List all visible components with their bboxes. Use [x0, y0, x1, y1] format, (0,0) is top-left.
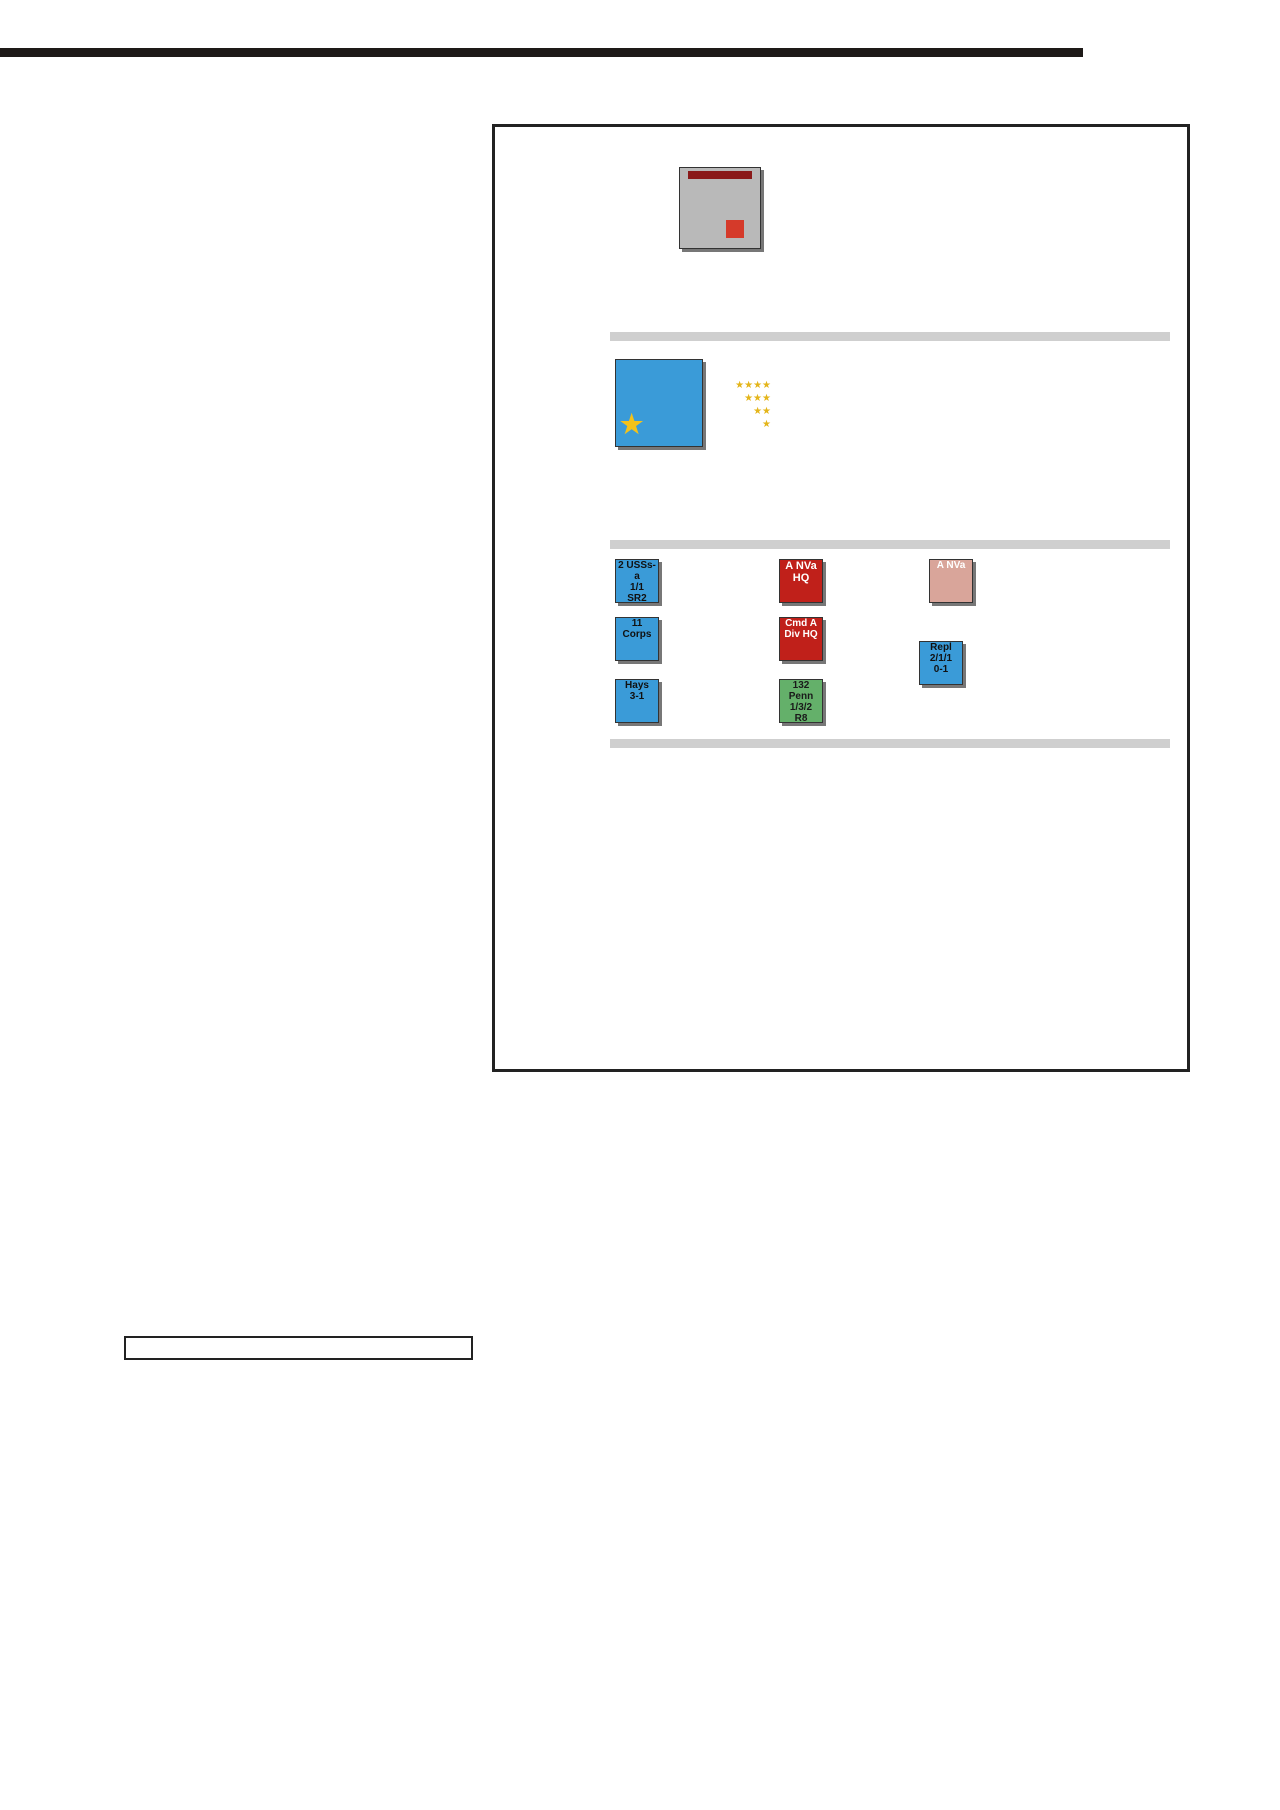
counter-key-figure	[492, 124, 1190, 1072]
column-1	[124, 118, 442, 220]
sharpshooter-counter: 2 USSs-a 1/1 SR2	[615, 559, 659, 603]
hq-counter: A NVa HQ	[779, 559, 823, 603]
wagon-counter: 11 Corps	[615, 617, 659, 661]
replacement-counter: Repl 2/1/1 0-1	[919, 641, 963, 685]
paragraph	[862, 1155, 1184, 1184]
divider	[610, 540, 1170, 549]
header-bar	[0, 48, 1083, 57]
state-symbol	[726, 220, 744, 238]
divider	[610, 739, 1170, 748]
divider	[610, 332, 1170, 341]
column-3	[862, 1102, 1184, 1184]
definition-box	[124, 1336, 473, 1360]
div-hq-counter: Cmd A Div HQ	[779, 617, 823, 661]
skedaddle-counter: A NVa	[929, 559, 973, 603]
column-2	[492, 1102, 812, 1189]
paragraph	[492, 1102, 812, 1131]
line-formation-symbol	[688, 171, 752, 179]
artillery-commander-counter: Hays 3-1	[615, 679, 659, 723]
star-icon: ★	[620, 409, 644, 439]
paragraph	[492, 1160, 812, 1189]
green-unit-counter: 132 Penn 1/3/2 R8	[779, 679, 823, 723]
paragraph	[492, 1131, 812, 1160]
rank-stars: ★★★★ ★★★ ★★ ★	[735, 380, 771, 430]
paragraph	[862, 1102, 1184, 1131]
combat-unit-counter	[679, 167, 761, 249]
leader-counter	[615, 359, 703, 447]
